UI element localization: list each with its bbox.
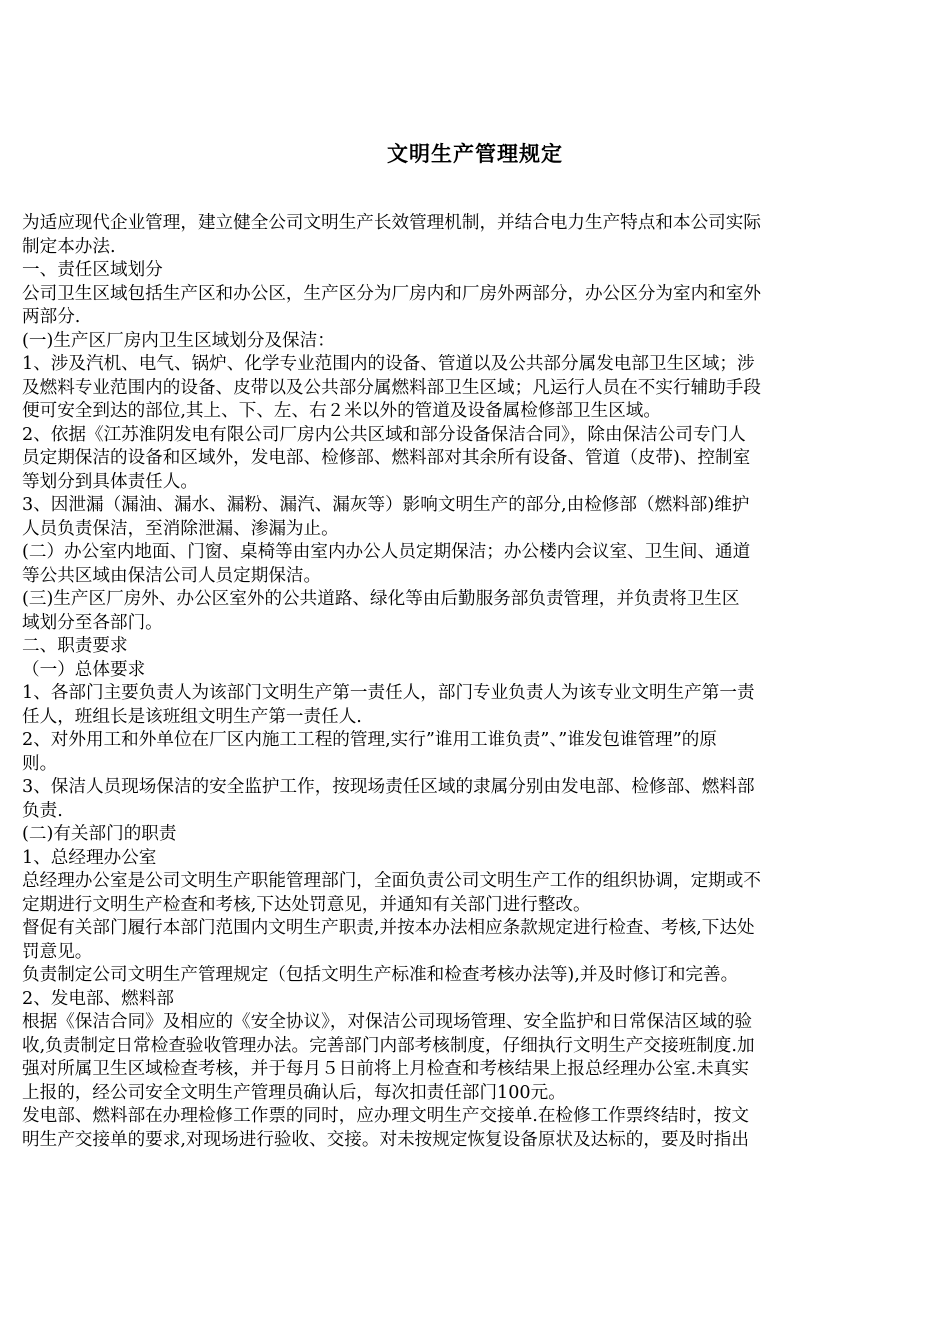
- text-line: 根据《保洁合同》及相应的《安全协议》，对保洁公司现场管理、安全监护和日常保洁区域的验: [22, 1012, 753, 1032]
- text-line: 1、总经理办公室: [22, 847, 157, 868]
- text-line: 公司卫生区域包括生产区和办公区，生产区分为厂房内和厂房外两部分，办公区分为室内和室外: [22, 283, 761, 304]
- text-line: 3、保洁人员现场保洁的安全监护工作，按现场责任区域的隶属分别由发电部、检修部、燃料部: [22, 777, 755, 797]
- text-line: 上报的，经公司安全文明生产管理员确认后，每次扣责任部门100元。: [22, 1082, 566, 1103]
- document-body: [22, 212, 928, 1152]
- document-title: 文明生产管理规定: [387, 142, 563, 166]
- text-line: 员定期保洁的设备和区域外，发电部、检修部、燃料部对其余所有设备、管道（皮带)、控制室: [22, 448, 751, 468]
- text-line: 2、发电部、燃料部: [22, 988, 174, 1009]
- text-line: 二、职责要求: [22, 636, 128, 656]
- text-line: 1、各部门主要负责人为该部门文明生产第一责任人，部门专业负责人为该专业文明生产第一责: [22, 683, 755, 703]
- text-line: 2、依据《江苏淮阴发电有限公司厂房内公共区域和部分设备保洁合同》，除由保洁公司专门人: [22, 424, 746, 445]
- text-line: (三)生产区厂房外、办公区室外的公共道路、绿化等由后勤服务部负责管理，并负责将卫生区: [22, 589, 740, 609]
- text-line: 明生产交接单的要求,对现场进行验收、交接。对未按规定恢复设备原状及达标的，要及时指出: [22, 1129, 749, 1150]
- text-line: （一）总体要求: [22, 659, 146, 680]
- text-line: (二）办公室内地面、门窗、桌椅等由室内办公人员定期保洁；办公楼内会议室、卫生间、通道: [22, 542, 751, 562]
- text-line: 及燃料专业范围内的设备、皮带以及公共部分属燃料部卫生区域；凡运行人员在不实行辅助手段: [22, 377, 761, 398]
- text-line: 强对所属卫生区域检查考核，并于每月５日前将上月检查和考核结果上报总经理办公室.未真实: [22, 1059, 749, 1079]
- text-line: 负责制定公司文明生产管理规定（包括文明生产标准和检查考核办法等),并及时修订和完善。: [22, 965, 739, 985]
- text-line: 人员负责保洁，至消除泄漏、渗漏为止。: [22, 518, 339, 539]
- text-line: 负责.: [22, 800, 63, 821]
- text-line: 域划分至各部门。: [22, 612, 163, 633]
- text-line: 罚意见。: [22, 941, 93, 962]
- text-line: 定期进行文明生产检查和考核,下达处罚意见，并通知有关部门进行整改。: [22, 894, 591, 915]
- text-line: 一、责任区域划分: [22, 260, 163, 280]
- text-line: 任人，班组长是该班组文明生产第一责任人.: [22, 706, 362, 727]
- text-line: (一)生产区厂房内卫生区域划分及保洁：: [22, 330, 335, 351]
- text-line: 等划分到具体责任人。: [22, 471, 198, 492]
- text-line: 督促有关部门履行本部门范围内文明生产职责,并按本办法相应条款规定进行检查、考核,下达处: [22, 918, 755, 938]
- text-line: 为适应现代企业管理，建立健全公司文明生产长效管理机制，并结合电力生产特点和本公司实际: [22, 213, 761, 233]
- text-line: 收,负责制定日常检查验收管理办法。完善部门内部考核制度，仔细执行文明生产交接班制度.加: [22, 1035, 755, 1056]
- text-line: 等公共区域由保洁公司人员定期保洁。: [22, 565, 322, 586]
- text-line: (二)有关部门的职责: [22, 824, 177, 844]
- text-line: 制定本办法.: [22, 236, 116, 257]
- text-line: 总经理办公室是公司文明生产职能管理部门，全面负责公司文明生产工作的组织协调，定期或不: [22, 871, 761, 891]
- text-line: 两部分.: [22, 307, 81, 327]
- text-line: 1、涉及汽机、电气、锅炉、化学专业范围内的设备、管道以及公共部分属发电部卫生区域；涉: [22, 354, 755, 374]
- text-line: 3、因泄漏（漏油、漏水、漏粉、漏汽、漏灰等）影响文明生产的部分,由检修部（燃料部)维护: [22, 495, 750, 515]
- text-line: 发电部、燃料部在办理检修工作票的同时，应办理文明生产交接单.在检修工作票终结时，按文: [22, 1106, 749, 1126]
- text-line: 2、对外用工和外单位在厂区内施工工程的管理,实行”谁用工谁负责”、”谁发包谁管理”的原: [22, 730, 717, 750]
- text-line: 则。: [22, 753, 58, 774]
- text-line: 便可安全到达的部位,其上、下、左、右２米以外的管道及设备属检修部卫生区域。: [22, 401, 661, 421]
